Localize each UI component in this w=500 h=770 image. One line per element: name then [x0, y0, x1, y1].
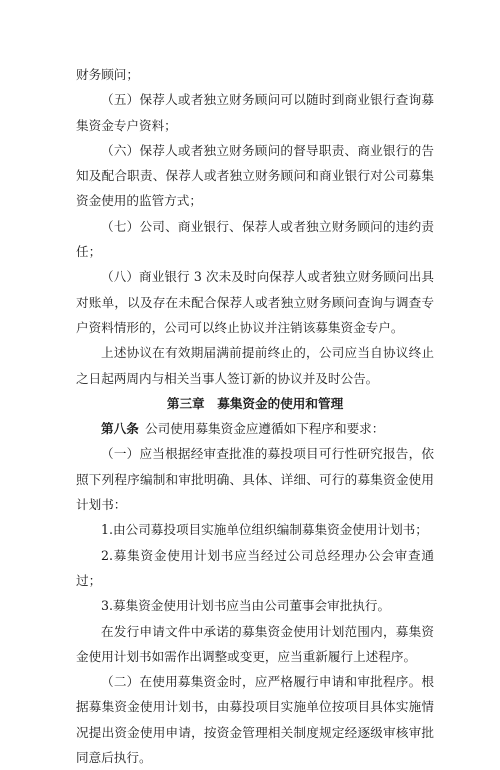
- chapter-title: 第三章 募集资金的使用和管理: [166, 395, 344, 411]
- article-label: 第八条: [101, 421, 139, 437]
- paragraph-6: 上述协议在有效期届满前提前终止的，公司应当自协议终止之日起两周内与相关当事人签订新的协议并及时公告。: [76, 345, 434, 386]
- paragraph-5: （八）商业银行 3 次未及时向保荐人或者独立财务顾问出具对账单，以及存在未配合保荐人或者独立财务顾问查询与调查专户资料情形的，公司可以终止协议并注销该募集资金专户。: [76, 269, 434, 335]
- paragraph-12: （二）在使用募集资金时，应严格履行申请和审批程序。根据募集资金使用计划书，由募投项目实施单位按项目具体实施情况提出资金使用申请，按资金管理相关制度规定经逐级审核审批同意后执行。: [76, 674, 434, 766]
- paragraph-1: 财务顾问；: [76, 67, 139, 82]
- article-text: 公司使用募集资金应遵循如下程序和要求：: [145, 421, 385, 437]
- document-page: [76, 62, 434, 770]
- paragraph-3: （六）保荐人或者独立财务顾问的督导职责、商业银行的告知及配合职责、保荐人或者独立财务顾问和商业银行对公司募集资金使用的监管方式；: [76, 142, 434, 209]
- paragraph-8: 1.由公司募投项目实施单位组织编制募集资金使用计划书；: [101, 522, 428, 538]
- article-8: [76, 416, 434, 441]
- paragraph-4: （七）公司、商业银行、保荐人或者独立财务顾问的违约责任；: [76, 218, 434, 260]
- paragraph-2: （五）保荐人或者独立财务顾问可以随时到商业银行查询募集资金专户资料；: [76, 92, 434, 133]
- paragraph-11: 在发行申请文件中承诺的募集资金使用计划范围内，募集资金使用计划书如需作出调整或变更，应当重新履行上述程序。: [76, 623, 434, 664]
- paragraph-10: 3.募集资金使用计划书应当由公司董事会审批执行。: [101, 598, 391, 614]
- paragraph-9: 2.募集资金使用计划书应当经过公司总经理办公会审查通过；: [76, 547, 434, 588]
- paragraph-7: （一）应当根据经审查批准的募投项目可行性研究报告，依照下列程序编制和审批明确、具体、详细、可行的募集资金使用计划书：: [76, 446, 434, 513]
